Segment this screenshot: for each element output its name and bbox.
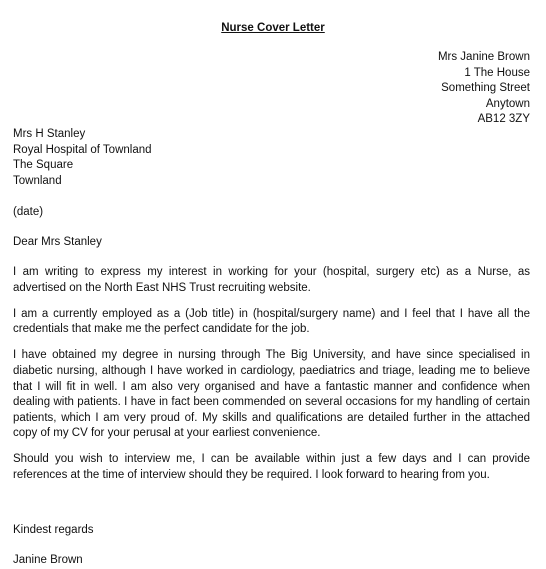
signature-name: Janine Brown: [13, 554, 83, 566]
body-paragraph: Should you wish to interview me, I can be available within just a few days and I can provide references at the time of interview should they be required. I look forward to hearing from you.: [13, 453, 530, 482]
sender-address: [438, 50, 530, 128]
body-paragraph: I am writing to express my interest in working for your (hospital, surgery etc) as a Nurse, as advertised on the North East NHS Trust recruiting website.: [13, 266, 530, 294]
recipient-address: [13, 127, 152, 189]
recipient-address-line: Royal Hospital of Townland: [13, 143, 152, 156]
letter-body: [13, 265, 530, 494]
body-paragraph: I have obtained my degree in nursing through The Big University, and have since specialised in diabetic nursing, although I have worked in cardiology, paediatrics and triage, leading me to believe that I will fit in well. I am also very organised and have a fantastic manner and confidence when dealing with patients. I have in fact been commended on several occasions for my handling of certain patients, which I am very proud of. My skills and qualifications are detailed further in the attached copy of my CV for your perusal at your earliest convenience.: [13, 349, 530, 440]
sender-address-line: 1 The House: [464, 66, 530, 79]
recipient-address-line: Townland: [13, 174, 62, 187]
document-title: Nurse Cover Letter: [221, 22, 325, 34]
recipient-name: Mrs H Stanley: [13, 128, 86, 140]
sender-name: Mrs Janine Brown: [437, 51, 530, 63]
recipient-address-line: The Square: [13, 159, 74, 172]
sender-address-line: Something Street: [441, 82, 530, 95]
letter-date: (date): [13, 206, 44, 218]
body-paragraph: I am a currently employed as a (Job title) in (hospital/surgery name) and I feel that I have all the credentials that make me the perfect candidate for the job.: [13, 307, 530, 336]
closing: Kindest regards: [13, 524, 94, 536]
sender-address-line: Anytown: [485, 97, 530, 110]
sender-postcode: AB12 3ZY: [477, 113, 530, 126]
salutation: Dear Mrs Stanley: [13, 236, 102, 248]
